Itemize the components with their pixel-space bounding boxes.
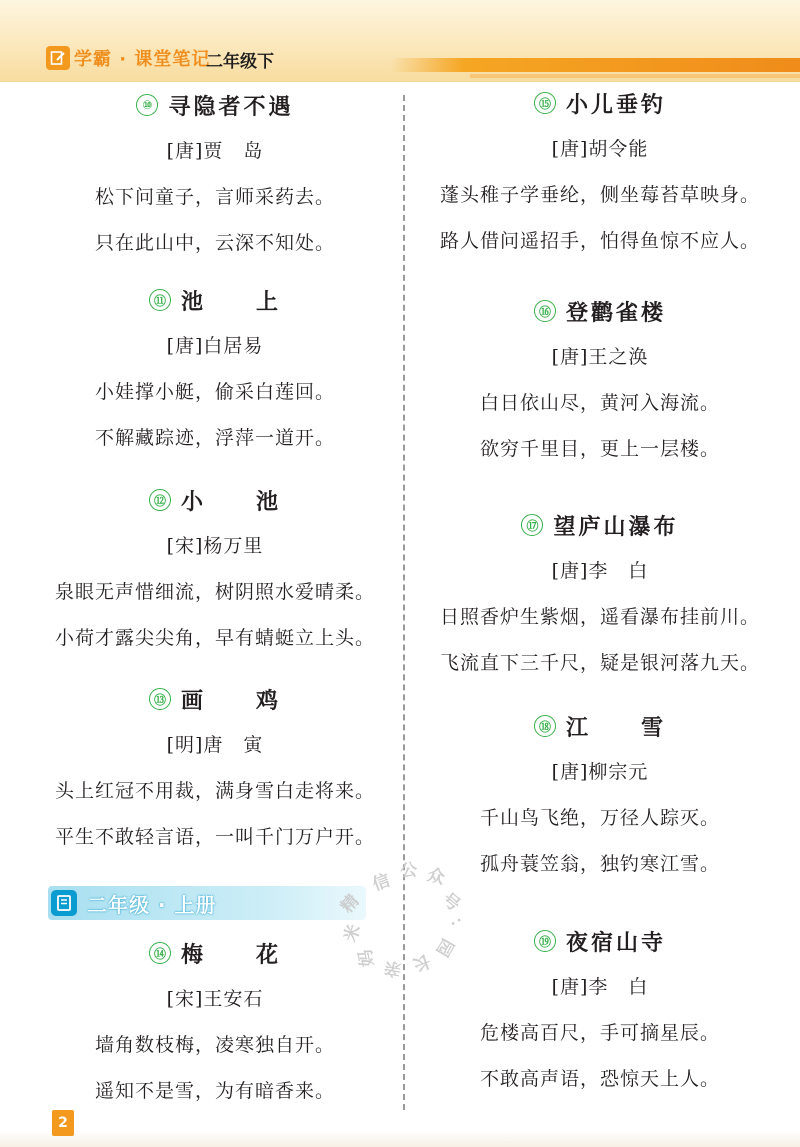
poem-number: ⑰	[521, 514, 543, 536]
poem-number: ⑪	[149, 289, 171, 311]
poem-line: 遥知不是雪，为有暗香来。	[94, 1080, 335, 1102]
poem-line: 日照香炉生紫烟，遥看瀑布挂前川。	[439, 606, 760, 628]
watermark-char: 信	[369, 870, 393, 896]
poem-line: 千山鸟飞绝，万径人踪灭。	[479, 807, 720, 829]
poem-title: ⑮ 小儿垂钓	[410, 86, 790, 120]
poem-author: [明]唐 寅	[166, 734, 264, 756]
grade-label: 二年级下	[206, 52, 274, 72]
poem-16	[410, 294, 790, 472]
poem-line: 孤舟蓑笠翁，独钓寒江雪。	[479, 853, 720, 875]
poem-author: [唐]王之涣	[551, 346, 649, 368]
poem-line: 松下问童子，言师采药去。	[94, 186, 335, 208]
pencil-note-icon	[46, 46, 70, 70]
watermark-char: 号	[437, 889, 464, 916]
poem-line: 头上红冠不用裁，满身雪白走将来。	[54, 780, 375, 802]
poem-title: ⑱ 江 雪	[410, 709, 790, 743]
poem-title: ⑭ 梅 花	[40, 936, 390, 970]
poem-title: ⑫ 小 池	[40, 483, 390, 517]
header-stripe-thin	[470, 74, 800, 78]
poem-12	[40, 483, 390, 661]
poem-title: ⑪ 池 上	[40, 283, 390, 317]
poem-11	[40, 283, 390, 461]
poem-title: ⑩ 寻隐者不遇	[40, 88, 390, 122]
poem-line: 小娃撑小艇，偷采白莲回。	[94, 381, 335, 403]
watermark-char: 公	[399, 860, 419, 882]
poem-author: [唐]胡令能	[551, 138, 649, 160]
poem-number: ⑯	[534, 300, 556, 322]
poem-line: 蓬头稚子学垂纶，侧坐莓苔草映身。	[439, 184, 760, 206]
poem-author: [唐]李 白	[551, 560, 649, 582]
poem-line: 平生不敢轻言语，一叫千门万户开。	[54, 826, 375, 848]
poem-author: [唐]白居易	[166, 335, 264, 357]
bottom-band	[0, 1130, 800, 1147]
poem-line: 路人借问遥招手，怕得鱼惊不应人。	[439, 230, 760, 252]
poem-number: ⑲	[534, 930, 556, 952]
poem-number: ⑭	[149, 942, 171, 964]
poem-line: 只在此山中，云深不知处。	[94, 232, 335, 254]
watermark-char: 长	[410, 949, 434, 975]
section-header	[48, 886, 366, 920]
poem-line: 危楼高百尺，手可摘星辰。	[479, 1022, 720, 1044]
poem-13	[40, 682, 390, 860]
poem-author: [宋]杨万里	[166, 535, 264, 557]
header-stripe	[390, 58, 800, 72]
poem-line: 墙角数枝梅，凌寒独自开。	[94, 1034, 335, 1056]
poem-author: [唐]柳宗元	[551, 761, 649, 783]
poem-title: ⑲ 夜宿山寺	[410, 924, 790, 958]
watermark-char: 米	[340, 921, 366, 945]
book-icon	[51, 890, 77, 916]
poem-10	[40, 88, 390, 266]
poem-line: 白日依山尽，黄河入海流。	[479, 392, 720, 414]
poem-line: 泉眼无声惜细流，树阴照水爱晴柔。	[54, 581, 375, 603]
page-number: 2	[52, 1110, 74, 1136]
poem-line: 飞流直下三千尺，疑是银河落九天。	[439, 652, 760, 674]
poem-14	[40, 936, 390, 1114]
watermark-char: 园	[431, 934, 458, 960]
watermark-char: 精	[337, 891, 364, 918]
poem-number: ⑮	[534, 92, 556, 114]
poem-line: 小荷才露尖尖角，早有蜻蜓立上头。	[54, 627, 375, 649]
poem-title: ⑬ 画 鸡	[40, 682, 390, 716]
watermark-char: 众	[425, 865, 447, 889]
watermark	[337, 850, 480, 980]
poem-number: ⑫	[149, 489, 171, 511]
brand-title: 学霸 · 课堂笔记	[74, 49, 211, 70]
watermark-char: 亲	[382, 956, 404, 980]
watermark-char: 妈	[355, 947, 379, 969]
poem-author: [宋]王安石	[166, 988, 264, 1010]
page-header	[0, 0, 800, 82]
poem-number: ⑩	[136, 94, 158, 116]
poem-15	[410, 86, 790, 264]
poem-line: 不敢高声语，恐惊天上人。	[479, 1068, 720, 1090]
poem-author: [唐]贾 岛	[166, 140, 264, 162]
poem-title: ⑯ 登鹳雀楼	[410, 294, 790, 328]
poem-number: ⑬	[149, 688, 171, 710]
watermark-char: ：	[445, 913, 472, 939]
poem-line: 欲穷千里目，更上一层楼。	[479, 438, 720, 460]
poem-number: ⑱	[534, 715, 556, 737]
poem-line: 不解藏踪迹，浮萍一道开。	[94, 427, 335, 449]
section-label: 二年级 · 上册	[87, 892, 217, 917]
poem-title: ⑰ 望庐山瀑布	[410, 508, 790, 542]
poem-17	[410, 508, 790, 686]
poem-author: [唐]李 白	[551, 976, 649, 998]
